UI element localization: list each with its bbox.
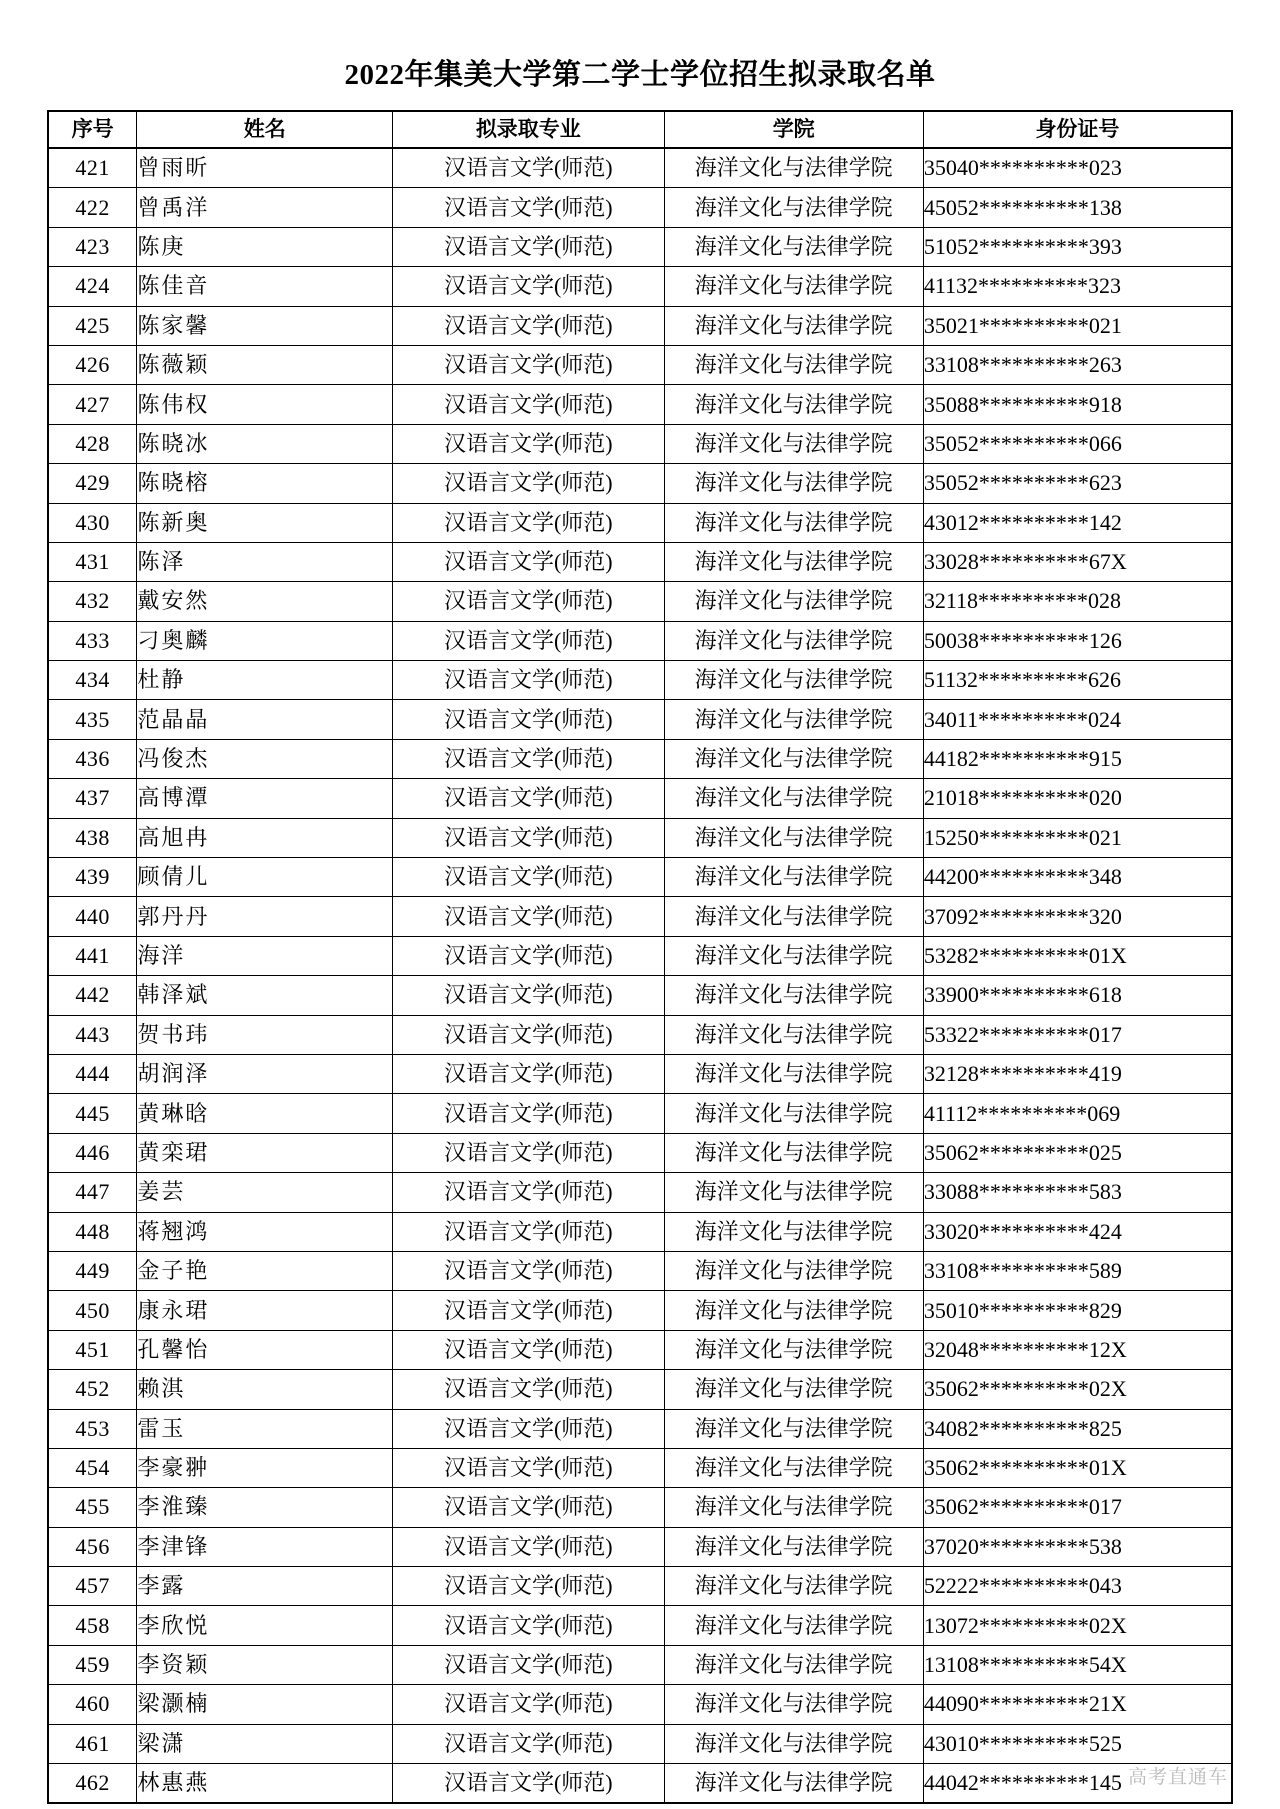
cell-name: 范晶晶 (137, 700, 393, 739)
cell-college: 海洋文化与法律学院 (664, 1645, 923, 1684)
cell-college: 海洋文化与法律学院 (664, 345, 923, 384)
cell-college: 海洋文化与法律学院 (664, 1685, 923, 1724)
cell-name: 康永珺 (137, 1291, 393, 1330)
cell-college: 海洋文化与法律学院 (664, 542, 923, 581)
cell-index: 435 (48, 700, 137, 739)
cell-college: 海洋文化与法律学院 (664, 1724, 923, 1763)
cell-id: 13108**********54X (923, 1645, 1232, 1684)
cell-index: 440 (48, 897, 137, 936)
cell-index: 452 (48, 1370, 137, 1409)
cell-name: 陈新奥 (137, 503, 393, 542)
table-row (48, 897, 1232, 936)
column-header-index: 序号 (48, 111, 137, 148)
cell-college: 海洋文化与法律学院 (664, 700, 923, 739)
cell-index: 449 (48, 1251, 137, 1290)
cell-name: 黄栾珺 (137, 1133, 393, 1172)
page-title: 2022年集美大学第二学士学位招生拟录取名单 (344, 59, 936, 91)
cell-index: 441 (48, 936, 137, 975)
table-row (48, 385, 1232, 424)
cell-name: 郭丹丹 (137, 897, 393, 936)
cell-college: 海洋文化与法律学院 (664, 503, 923, 542)
cell-id: 35052**********623 (923, 464, 1232, 503)
cell-major: 汉语言文学(师范) (393, 267, 664, 306)
table-row (48, 661, 1232, 700)
cell-major: 汉语言文学(师范) (393, 1606, 664, 1645)
cell-major: 汉语言文学(师范) (393, 464, 664, 503)
table-row (48, 306, 1232, 345)
table-header (48, 111, 1232, 148)
cell-index: 436 (48, 739, 137, 778)
cell-id: 33088**********583 (923, 1173, 1232, 1212)
cell-college: 海洋文化与法律学院 (664, 661, 923, 700)
cell-index: 443 (48, 1015, 137, 1054)
cell-index: 454 (48, 1448, 137, 1487)
cell-major: 汉语言文学(师范) (393, 503, 664, 542)
cell-id: 51052**********393 (923, 227, 1232, 266)
cell-id: 35052**********066 (923, 424, 1232, 463)
cell-major: 汉语言文学(师范) (393, 1251, 664, 1290)
cell-major: 汉语言文学(师范) (393, 582, 664, 621)
table-row (48, 227, 1232, 266)
cell-major: 汉语言文学(师范) (393, 188, 664, 227)
table-row (48, 542, 1232, 581)
cell-college: 海洋文化与法律学院 (664, 424, 923, 463)
cell-major: 汉语言文学(师范) (393, 739, 664, 778)
table-row (48, 345, 1232, 384)
cell-major: 汉语言文学(师范) (393, 1567, 664, 1606)
cell-id: 43012**********142 (923, 503, 1232, 542)
cell-id: 53282**********01X (923, 936, 1232, 975)
cell-index: 431 (48, 542, 137, 581)
cell-id: 35010**********829 (923, 1291, 1232, 1330)
cell-id: 37092**********320 (923, 897, 1232, 936)
cell-id: 51132**********626 (923, 661, 1232, 700)
cell-college: 海洋文化与法律学院 (664, 1370, 923, 1409)
cell-id: 34082**********825 (923, 1409, 1232, 1448)
table-row (48, 1133, 1232, 1172)
cell-major: 汉语言文学(师范) (393, 1094, 664, 1133)
cell-name: 陈泽 (137, 542, 393, 581)
table-row (48, 976, 1232, 1015)
table-row (48, 464, 1232, 503)
cell-index: 451 (48, 1330, 137, 1369)
cell-name: 陈庚 (137, 227, 393, 266)
table-row (48, 1212, 1232, 1251)
cell-college: 海洋文化与法律学院 (664, 858, 923, 897)
table-row (48, 148, 1232, 188)
table-row (48, 1527, 1232, 1566)
cell-name: 李津锋 (137, 1527, 393, 1566)
cell-id: 35062**********025 (923, 1133, 1232, 1172)
table-row (48, 1724, 1232, 1763)
cell-college: 海洋文化与法律学院 (664, 1094, 923, 1133)
cell-name: 孔馨怡 (137, 1330, 393, 1369)
table-row (48, 1645, 1232, 1684)
cell-major: 汉语言文学(师范) (393, 1488, 664, 1527)
table-row (48, 779, 1232, 818)
cell-major: 汉语言文学(师范) (393, 976, 664, 1015)
cell-id: 33108**********589 (923, 1251, 1232, 1290)
cell-index: 432 (48, 582, 137, 621)
cell-college: 海洋文化与法律学院 (664, 1133, 923, 1172)
cell-index: 439 (48, 858, 137, 897)
cell-name: 蒋翘鸿 (137, 1212, 393, 1251)
cell-name: 陈家馨 (137, 306, 393, 345)
cell-major: 汉语言文学(师范) (393, 700, 664, 739)
cell-major: 汉语言文学(师范) (393, 1330, 664, 1369)
cell-college: 海洋文化与法律学院 (664, 1173, 923, 1212)
cell-id: 37020**********538 (923, 1527, 1232, 1566)
cell-college: 海洋文化与法律学院 (664, 1054, 923, 1093)
cell-major: 汉语言文学(师范) (393, 1645, 664, 1684)
cell-major: 汉语言文学(师范) (393, 1015, 664, 1054)
cell-id: 35021**********021 (923, 306, 1232, 345)
cell-college: 海洋文化与法律学院 (664, 1567, 923, 1606)
table-row (48, 936, 1232, 975)
cell-index: 428 (48, 424, 137, 463)
cell-name: 高旭冉 (137, 818, 393, 857)
cell-college: 海洋文化与法律学院 (664, 1448, 923, 1487)
cell-college: 海洋文化与法律学院 (664, 1764, 923, 1804)
cell-college: 海洋文化与法律学院 (664, 1527, 923, 1566)
cell-major: 汉语言文学(师范) (393, 345, 664, 384)
cell-id: 15250**********021 (923, 818, 1232, 857)
cell-major: 汉语言文学(师范) (393, 227, 664, 266)
cell-college: 海洋文化与法律学院 (664, 1606, 923, 1645)
cell-name: 曾雨昕 (137, 148, 393, 188)
cell-id: 44200**********348 (923, 858, 1232, 897)
cell-major: 汉语言文学(师范) (393, 1448, 664, 1487)
roster-table-container (0, 110, 1280, 1804)
cell-name: 梁灏楠 (137, 1685, 393, 1724)
cell-college: 海洋文化与法律学院 (664, 897, 923, 936)
cell-index: 450 (48, 1291, 137, 1330)
table-row (48, 1054, 1232, 1093)
cell-college: 海洋文化与法律学院 (664, 385, 923, 424)
cell-name: 刁奥麟 (137, 621, 393, 660)
cell-college: 海洋文化与法律学院 (664, 621, 923, 660)
table-row (48, 818, 1232, 857)
cell-major: 汉语言文学(师范) (393, 779, 664, 818)
cell-id: 35040**********023 (923, 148, 1232, 188)
cell-index: 426 (48, 345, 137, 384)
table-row (48, 1370, 1232, 1409)
cell-major: 汉语言文学(师范) (393, 148, 664, 188)
cell-id: 32048**********12X (923, 1330, 1232, 1369)
table-row (48, 858, 1232, 897)
cell-college: 海洋文化与法律学院 (664, 1488, 923, 1527)
cell-index: 442 (48, 976, 137, 1015)
cell-id: 53322**********017 (923, 1015, 1232, 1054)
cell-index: 437 (48, 779, 137, 818)
cell-name: 贺书玮 (137, 1015, 393, 1054)
cell-major: 汉语言文学(师范) (393, 818, 664, 857)
cell-id: 33020**********424 (923, 1212, 1232, 1251)
cell-index: 434 (48, 661, 137, 700)
cell-id: 35062**********02X (923, 1370, 1232, 1409)
cell-name: 李淮臻 (137, 1488, 393, 1527)
table-row (48, 1685, 1232, 1724)
cell-index: 461 (48, 1724, 137, 1763)
cell-name: 戴安然 (137, 582, 393, 621)
cell-index: 459 (48, 1645, 137, 1684)
cell-name: 姜芸 (137, 1173, 393, 1212)
cell-id: 43010**********525 (923, 1724, 1232, 1763)
cell-index: 453 (48, 1409, 137, 1448)
cell-id: 33900**********618 (923, 976, 1232, 1015)
cell-college: 海洋文化与法律学院 (664, 464, 923, 503)
cell-major: 汉语言文学(师范) (393, 306, 664, 345)
column-header-major: 拟录取专业 (393, 111, 664, 148)
cell-major: 汉语言文学(师范) (393, 1527, 664, 1566)
cell-id: 33108**********263 (923, 345, 1232, 384)
cell-major: 汉语言文学(师范) (393, 936, 664, 975)
cell-college: 海洋文化与法律学院 (664, 976, 923, 1015)
table-row (48, 1094, 1232, 1133)
cell-name: 金子艳 (137, 1251, 393, 1290)
table-row (48, 1251, 1232, 1290)
cell-college: 海洋文化与法律学院 (664, 188, 923, 227)
cell-major: 汉语言文学(师范) (393, 858, 664, 897)
cell-major: 汉语言文学(师范) (393, 385, 664, 424)
cell-name: 陈薇颖 (137, 345, 393, 384)
cell-id: 41112**********069 (923, 1094, 1232, 1133)
cell-id: 44090**********21X (923, 1685, 1232, 1724)
cell-index: 424 (48, 267, 137, 306)
cell-id: 32128**********419 (923, 1054, 1232, 1093)
cell-college: 海洋文化与法律学院 (664, 936, 923, 975)
cell-name: 李资颖 (137, 1645, 393, 1684)
cell-id: 13072**********02X (923, 1606, 1232, 1645)
table-row (48, 267, 1232, 306)
cell-major: 汉语言文学(师范) (393, 1685, 664, 1724)
cell-name: 李豪翀 (137, 1448, 393, 1487)
watermark: 高考直通车 (1127, 1767, 1228, 1788)
cell-major: 汉语言文学(师范) (393, 1291, 664, 1330)
cell-index: 427 (48, 385, 137, 424)
cell-id: 41132**********323 (923, 267, 1232, 306)
cell-major: 汉语言文学(师范) (393, 1054, 664, 1093)
cell-name: 杜静 (137, 661, 393, 700)
cell-name: 冯俊杰 (137, 739, 393, 778)
cell-name: 陈晓榕 (137, 464, 393, 503)
cell-id: 32118**********028 (923, 582, 1232, 621)
cell-id: 44182**********915 (923, 739, 1232, 778)
cell-name: 梁潇 (137, 1724, 393, 1763)
cell-name: 高博潭 (137, 779, 393, 818)
cell-index: 455 (48, 1488, 137, 1527)
table-row (48, 1015, 1232, 1054)
cell-major: 汉语言文学(师范) (393, 1370, 664, 1409)
cell-index: 456 (48, 1527, 137, 1566)
cell-major: 汉语言文学(师范) (393, 1173, 664, 1212)
cell-index: 425 (48, 306, 137, 345)
cell-college: 海洋文化与法律学院 (664, 779, 923, 818)
cell-index: 438 (48, 818, 137, 857)
cell-index: 423 (48, 227, 137, 266)
table-row (48, 1409, 1232, 1448)
cell-name: 海洋 (137, 936, 393, 975)
cell-college: 海洋文化与法律学院 (664, 582, 923, 621)
cell-index: 457 (48, 1567, 137, 1606)
table-row (48, 424, 1232, 463)
table-row (48, 621, 1232, 660)
cell-college: 海洋文化与法律学院 (664, 739, 923, 778)
cell-major: 汉语言文学(师范) (393, 1409, 664, 1448)
cell-major: 汉语言文学(师范) (393, 1212, 664, 1251)
table-row (48, 1330, 1232, 1369)
cell-major: 汉语言文学(师范) (393, 661, 664, 700)
cell-index: 446 (48, 1133, 137, 1172)
cell-name: 黄琳晗 (137, 1094, 393, 1133)
cell-college: 海洋文化与法律学院 (664, 1291, 923, 1330)
cell-index: 458 (48, 1606, 137, 1645)
cell-major: 汉语言文学(师范) (393, 1724, 664, 1763)
table-row (48, 503, 1232, 542)
cell-college: 海洋文化与法律学院 (664, 1409, 923, 1448)
table-row (48, 1488, 1232, 1527)
cell-major: 汉语言文学(师范) (393, 424, 664, 463)
table-body (48, 148, 1232, 1803)
cell-major: 汉语言文学(师范) (393, 1133, 664, 1172)
cell-index: 444 (48, 1054, 137, 1093)
cell-id: 45052**********138 (923, 188, 1232, 227)
cell-index: 429 (48, 464, 137, 503)
cell-college: 海洋文化与法律学院 (664, 227, 923, 266)
table-row (48, 1764, 1232, 1804)
table-row (48, 1448, 1232, 1487)
table-row (48, 1173, 1232, 1212)
cell-name: 雷玉 (137, 1409, 393, 1448)
cell-id: 34011**********024 (923, 700, 1232, 739)
cell-college: 海洋文化与法律学院 (664, 148, 923, 188)
cell-major: 汉语言文学(师范) (393, 897, 664, 936)
column-header-college: 学院 (664, 111, 923, 148)
cell-index: 445 (48, 1094, 137, 1133)
cell-index: 430 (48, 503, 137, 542)
table-row (48, 700, 1232, 739)
cell-id: 21018**********020 (923, 779, 1232, 818)
cell-id: 52222**********043 (923, 1567, 1232, 1606)
admission-roster-table (47, 110, 1233, 1804)
cell-id: 44042**********145 (923, 1764, 1232, 1804)
cell-name: 曾禹洋 (137, 188, 393, 227)
cell-name: 陈晓冰 (137, 424, 393, 463)
cell-name: 李露 (137, 1567, 393, 1606)
cell-index: 447 (48, 1173, 137, 1212)
cell-index: 462 (48, 1764, 137, 1804)
cell-major: 汉语言文学(师范) (393, 621, 664, 660)
cell-major: 汉语言文学(师范) (393, 1764, 664, 1804)
cell-id: 35088**********918 (923, 385, 1232, 424)
cell-name: 韩泽斌 (137, 976, 393, 1015)
table-row (48, 1606, 1232, 1645)
cell-id: 35062**********017 (923, 1488, 1232, 1527)
cell-id: 35062**********01X (923, 1448, 1232, 1487)
cell-college: 海洋文化与法律学院 (664, 1212, 923, 1251)
table-row (48, 582, 1232, 621)
cell-name: 胡润泽 (137, 1054, 393, 1093)
column-header-id: 身份证号 (923, 111, 1232, 148)
cell-index: 433 (48, 621, 137, 660)
cell-college: 海洋文化与法律学院 (664, 818, 923, 857)
cell-name: 李欣悦 (137, 1606, 393, 1645)
column-header-name: 姓名 (137, 111, 393, 148)
table-header-row (48, 111, 1232, 148)
cell-college: 海洋文化与法律学院 (664, 267, 923, 306)
cell-id: 50038**********126 (923, 621, 1232, 660)
cell-name: 陈佳音 (137, 267, 393, 306)
cell-index: 422 (48, 188, 137, 227)
table-row (48, 1567, 1232, 1606)
cell-college: 海洋文化与法律学院 (664, 1330, 923, 1369)
cell-college: 海洋文化与法律学院 (664, 306, 923, 345)
cell-index: 448 (48, 1212, 137, 1251)
cell-index: 460 (48, 1685, 137, 1724)
cell-name: 顾倩儿 (137, 858, 393, 897)
table-row (48, 739, 1232, 778)
table-row (48, 1291, 1232, 1330)
cell-id: 33028**********67X (923, 542, 1232, 581)
cell-index: 421 (48, 148, 137, 188)
cell-name: 林惠燕 (137, 1764, 393, 1804)
cell-college: 海洋文化与法律学院 (664, 1015, 923, 1054)
cell-name: 赖淇 (137, 1370, 393, 1409)
table-row (48, 188, 1232, 227)
cell-major: 汉语言文学(师范) (393, 542, 664, 581)
cell-college: 海洋文化与法律学院 (664, 1251, 923, 1290)
cell-name: 陈伟权 (137, 385, 393, 424)
